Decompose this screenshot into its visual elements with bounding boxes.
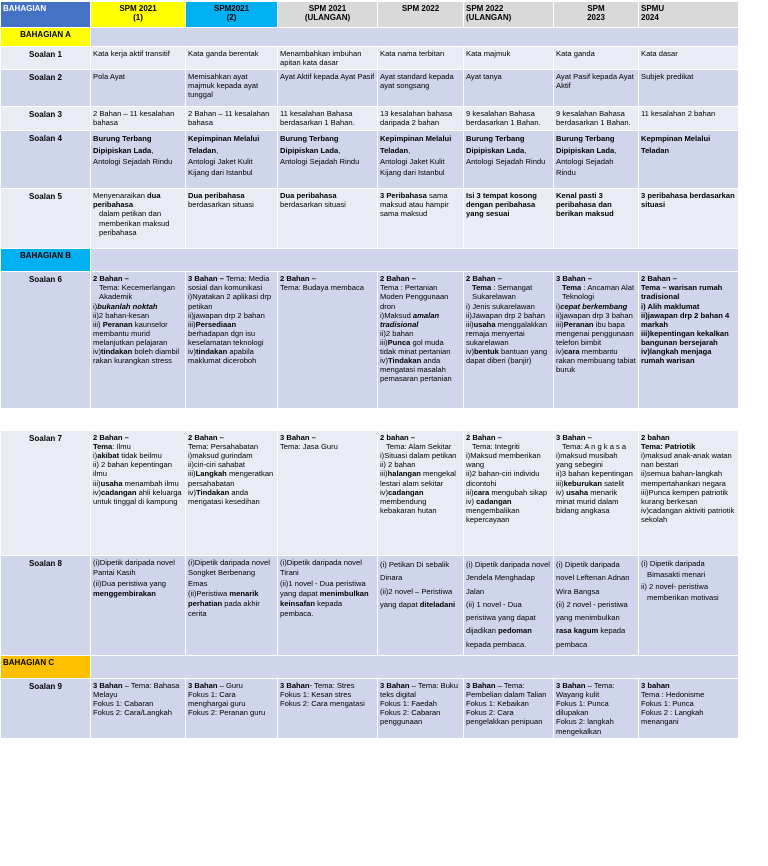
cell: Memisahkan ayat majmuk kepada ayat tunggal (186, 70, 278, 107)
cell: (i)Dipetik daripada novel Pantai Kasih (ii)Dua peristiwa yang menggembirakan (91, 556, 186, 656)
cell: 2 Bahan – Tema: Integriti i)Maksud memberikan wang ii)2 bahan-ciri individu dicontohi iii)cara mengubah sikap iv) cadangan mengembalikan kepercayaan (464, 431, 554, 556)
cell: 3 Bahan – Tema: Jasa Guru (278, 431, 378, 556)
cell: 2 Bahan – 11 kesalahan bahasa (91, 107, 186, 131)
cell: Kata ganda (554, 47, 639, 70)
cell: 2 bahan – Tema: Alam Sekitar i)Situasi dalam petikan ii) 2 bahan iii)halangan mengekal lestari alam sekitar iv)cadangan membendung kebakaran hutan (378, 431, 464, 556)
label-soalan-8: Soalan 8 (1, 556, 91, 656)
cell: (i) Dipetik daripada novel Leftenan Adnan Wira Bangsa (ii) 2 novel - peristiwa yang menimbulkan rasa kagum kepada pembaca (554, 556, 639, 656)
section-a-row (1, 28, 739, 47)
header-spm2021-1: SPM 2021 (1) (91, 2, 186, 28)
cell: Dua peribahasa berdasarkan situasi (278, 189, 378, 249)
cell: (i)Dipetik daripada novel Songket Berbenang Emas (ii)Peristiwa menarik perhatian pada akhir cerita (186, 556, 278, 656)
header-spm2021-ulangan: SPM 2021 (ULANGAN) (278, 2, 378, 28)
row-soalan-6 (1, 272, 739, 409)
cell: Kepimpinan Melalui Teladan, Antologi Jaket Kulit Kijang dari Istanbul (378, 131, 464, 189)
cell: Menambahkan imbuhan apitan kata dasar (278, 47, 378, 70)
cell: Dua peribahasa berdasarkan situasi (186, 189, 278, 249)
cell: Burung Terbang Dipipiskan Lada, Antologi Sejadah Rindu (464, 131, 554, 189)
cell: (i) Dipetik daripada novel Jendela Menghadap Jalan (ii) 1 novel - Dua peristiwa yang dapat dijadikan pedoman kepada pembaca. (464, 556, 554, 656)
header-spmu2024: SPMU 2024 (639, 2, 739, 28)
cell: Pola Ayat (91, 70, 186, 107)
cell: 3 Bahan – Tema: Media sosial dan komunikasi i)Nyatakan 2 aplikasi drp petikan ii)jawapan drp 2 bahan iii)Persediaan berhadapan dgn isu keselamatan teknologi iv)tindakan apabila maklumat diceroboh (186, 272, 278, 409)
cell: Ayat tanya (464, 70, 554, 107)
header-spm2023: SPM 2023 (554, 2, 639, 28)
label-soalan-3: Soalan 3 (1, 107, 91, 131)
cell: Burung Terbang Dipipiskan Lada, Antologi Sejadah Rindu (554, 131, 639, 189)
cell: 3 bahan Tema : Hedonisme Fokus 1: Punca Fokus 2 : Langkah menangani (639, 679, 739, 739)
cell: 9 kesalahan Bahasa berdasarkan 1 Bahan. (554, 107, 639, 131)
cell: 3 Bahan – Tema: Buku teks digital Fokus 1: Faedah Fokus 2: Cabaran penggunaan (378, 679, 464, 739)
cell: 13 kesalahan bahasa daripada 2 bahan (378, 107, 464, 131)
cell: 3 Bahan – Tema: Wayang kulit Fokus 1: Punca dilupakan Fokus 2: langkah mengekalkan (554, 679, 639, 739)
cell: 9 kesalahan Bahasa berdasarkan 1 Bahan. (464, 107, 554, 131)
cell: 2 Bahan – Tema: Kecemerlangan Akademik i)bukanlah noktah ii)2 bahan-kesan iii) Peranan kaunselor membantu murid melanjutkan pelajaran iv)tindakan boleh diambil rakan kurangkan stress (91, 272, 186, 409)
cell: (i) Dipetik daripada Bimasakti menari ii) 2 novel- peristiwa memberikan motivasi (639, 556, 739, 656)
header-spm2021-2: SPM2021 (2) (186, 2, 278, 28)
header-spm2022: SPM 2022 (378, 2, 464, 28)
section-b-label: BAHAGIAN B (1, 249, 91, 272)
row-soalan-7 (1, 431, 739, 556)
section-c-label: BAHAGIAN C (1, 656, 91, 679)
cell: Kata majmuk (464, 47, 554, 70)
cell: 11 kesalahan 2 bahan (639, 107, 739, 131)
exam-table-part2 (0, 430, 739, 739)
label-soalan-5: Soalan 5 (1, 189, 91, 249)
cell: 3 Bahan – Tema : Ancaman Alat Teknologi i)cepat berkembang ii)jawapan drp 3 bahan iii)Peranan ibu bapa mengenai penggunaan telefon bimbit iv)cara membantu rakan membuang tabiat buruk (554, 272, 639, 409)
row-soalan-4 (1, 131, 739, 189)
header-bahagian: BAHAGIAN (1, 2, 91, 28)
cell: 2 Bahan – Tema : Pertanian Moden Penggunaan dron i)Maksud amalan tradisional ii)2 bahan iii)Punca gol muda tidak minat pertanian iv)Tindakan anda mengatasi masalah pemasaran pertanian (378, 272, 464, 409)
cell: Burung Terbang Dipipiskan Lada, Antologi Sejadah Rindu (91, 131, 186, 189)
cell: Ayat Aktif kepada Ayat Pasif (278, 70, 378, 107)
row-soalan-5 (1, 189, 739, 249)
cell: Kepimpinan Melalui Teladan, Antologi Jaket Kulit Kijang dari Istanbul (186, 131, 278, 189)
cell: 2 Bahan – Tema – warisan rumah tradisional i) Alih maklumat ii)jawapan drp 2 bahan 4 markah iii)kepentingan kekalkan bangunan bersejarah iv)langkah menjaga rumah warisan (639, 272, 739, 409)
cell: Isi 3 tempat kosong dengan peribahasa yang sesuai (464, 189, 554, 249)
label-soalan-4: Soalan 4 (1, 131, 91, 189)
row-soalan-2 (1, 70, 739, 107)
cell: 3 peribahasa berdasarkan situasi (639, 189, 739, 249)
cell: 3 Bahan – Guru Fokus 1: Cara menghargai guru Fokus 2: Peranan guru (186, 679, 278, 739)
cell: 2 Bahan – Tema : Semangat Sukarelawan i) Jenis sukarelawan ii)Jawapan drp 2 bahan iii)usaha menggalakkan remaja menyertai sukarelawan iv)bentuk bantuan yang dapat diberi (banjir) (464, 272, 554, 409)
cell: Subjek predikat (639, 70, 739, 107)
cell: (i)Dipetik daripada novel Tirani (ii)1 novel - Dua peristiwa yang dapat menimbulkan keinsafan kepada pembaca. (278, 556, 378, 656)
cell: Ayat Pasif kepada Ayat Aktif (554, 70, 639, 107)
cell: 3 Bahan – Tema: Pembelian dalam Talian Fokus 1: Kebaikan Fokus 2: Cara pengelakkan penipuan (464, 679, 554, 739)
cell: 2 Bahan – Tema: Ilmu i)akibat tidak beilmu ii) 2 bahan kepentingan ilmu iii)usaha menambah ilmu iv)cadangan ahli keluarga untuk tinggal di kampung (91, 431, 186, 556)
header-row (1, 2, 739, 28)
label-soalan-1: Soalan 1 (1, 47, 91, 70)
cell: Kata nama terbitan (378, 47, 464, 70)
exam-table-part1 (0, 1, 739, 409)
cell: 3 Peribahasa sama maksud atau hampir sama maksud (378, 189, 464, 249)
cell: (i) Petikan Di sebalik Dinara (ii)2 novel – Peristiwa yang dapat diteladani (378, 556, 464, 656)
cell: 3 Bahan- Tema: Stres Fokus 1: Kesan stres Fokus 2: Cara mengatasi (278, 679, 378, 739)
header-spm2022-ulangan: SPM 2022 (ULANGAN) (464, 2, 554, 28)
cell: Kata ganda berentak (186, 47, 278, 70)
row-soalan-3 (1, 107, 739, 131)
cell: Kata kerja aktif transitif (91, 47, 186, 70)
cell: 3 Bahan – Tema: A n g k a s a i)maksud musibah yang sebegini ii)3 bahan kepentingan iii)keburukan satelit iv) usaha menarik minat murid dalam bidang angkasa (554, 431, 639, 556)
label-soalan-9: Soalan 9 (1, 679, 91, 739)
label-soalan-2: Soalan 2 (1, 70, 91, 107)
section-b-row (1, 249, 739, 272)
cell: 2 Bahan – Tema: Persahabatan i)maksud gurindam ii)ciri-ciri sahabat iii)Langkah mengeratkan persahabatan iv)Tindakan anda mengatasi kesedihan (186, 431, 278, 556)
cell: Burung Terbang Dipipiskan Lada, Antologi Sejadah Rindu (278, 131, 378, 189)
cell: Kata dasar (639, 47, 739, 70)
cell: 2 Bahan – 11 kesalahan bahasa (186, 107, 278, 131)
cell: Kepmpinan Melalui Teladan (639, 131, 739, 189)
cell: 11 kesalahan Bahasa berdasarkan 1 Bahan. (278, 107, 378, 131)
row-soalan-9 (1, 679, 739, 739)
cell: 3 Bahan – Tema: Bahasa Melayu Fokus 1: Cabaran Fokus 2: Cara/Langkah (91, 679, 186, 739)
row-soalan-1 (1, 47, 739, 70)
cell: 2 bahan Tema: Patriotik i)maksud anak-anak watan nan bestari ii)semua bahan-langkah mempertahankan negara iii)Punca kempen patriotik kurang berkesan iv)cadangan aktiviti patriotik sekolah (639, 431, 739, 556)
cell: Ayat standard kepada ayat songsang (378, 70, 464, 107)
cell: 2 Bahan – Tema: Budaya membaca (278, 272, 378, 409)
cell: Menyenaraikan dua peribahasa dalam petikan dan memberikan maksud peribahasa (91, 189, 186, 249)
label-soalan-7: Soalan 7 (1, 431, 91, 556)
section-c-row (1, 656, 739, 679)
section-a-label: BAHAGIAN A (1, 28, 91, 47)
cell: Kenal pasti 3 peribahasa dan berikan maksud (554, 189, 639, 249)
label-soalan-6: Soalan 6 (1, 272, 91, 409)
row-soalan-8 (1, 556, 739, 656)
